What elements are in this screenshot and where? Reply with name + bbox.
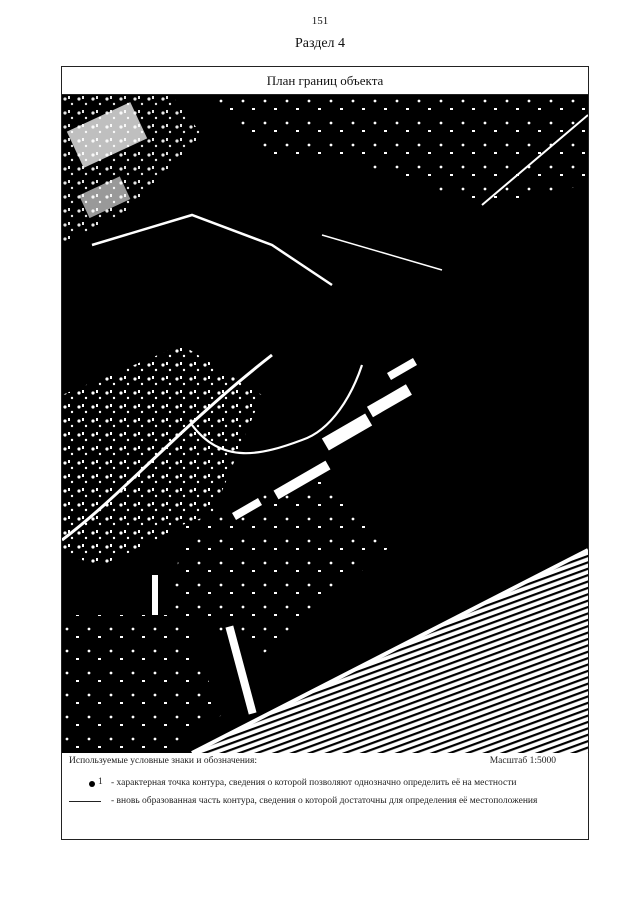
legend-item-point [69,778,579,790]
legend-item-text: - вновь образованная часть контура, сведения о которой достаточны для определения её местоположения [111,796,538,806]
aerial-photo-graphic [62,95,588,753]
legend-item-line [69,796,579,808]
aerial-map-image [62,95,588,753]
map-scale: Масштаб 1:5000 [489,756,556,766]
plan-title: План границ объекта [62,67,588,95]
plan-frame [61,66,589,840]
point-marker-label: 1 [98,777,103,787]
legend-title: Используемые условные знаки и обозначения: [69,756,258,766]
section-title: Раздел 4 [294,36,346,51]
page-number: 151 [311,15,329,27]
point-marker-icon [69,778,111,790]
contour-line-icon [69,796,111,808]
legend-item-text: - характерная точка контура, сведения о которой позволяют однозначно определить её на местности [111,778,517,788]
